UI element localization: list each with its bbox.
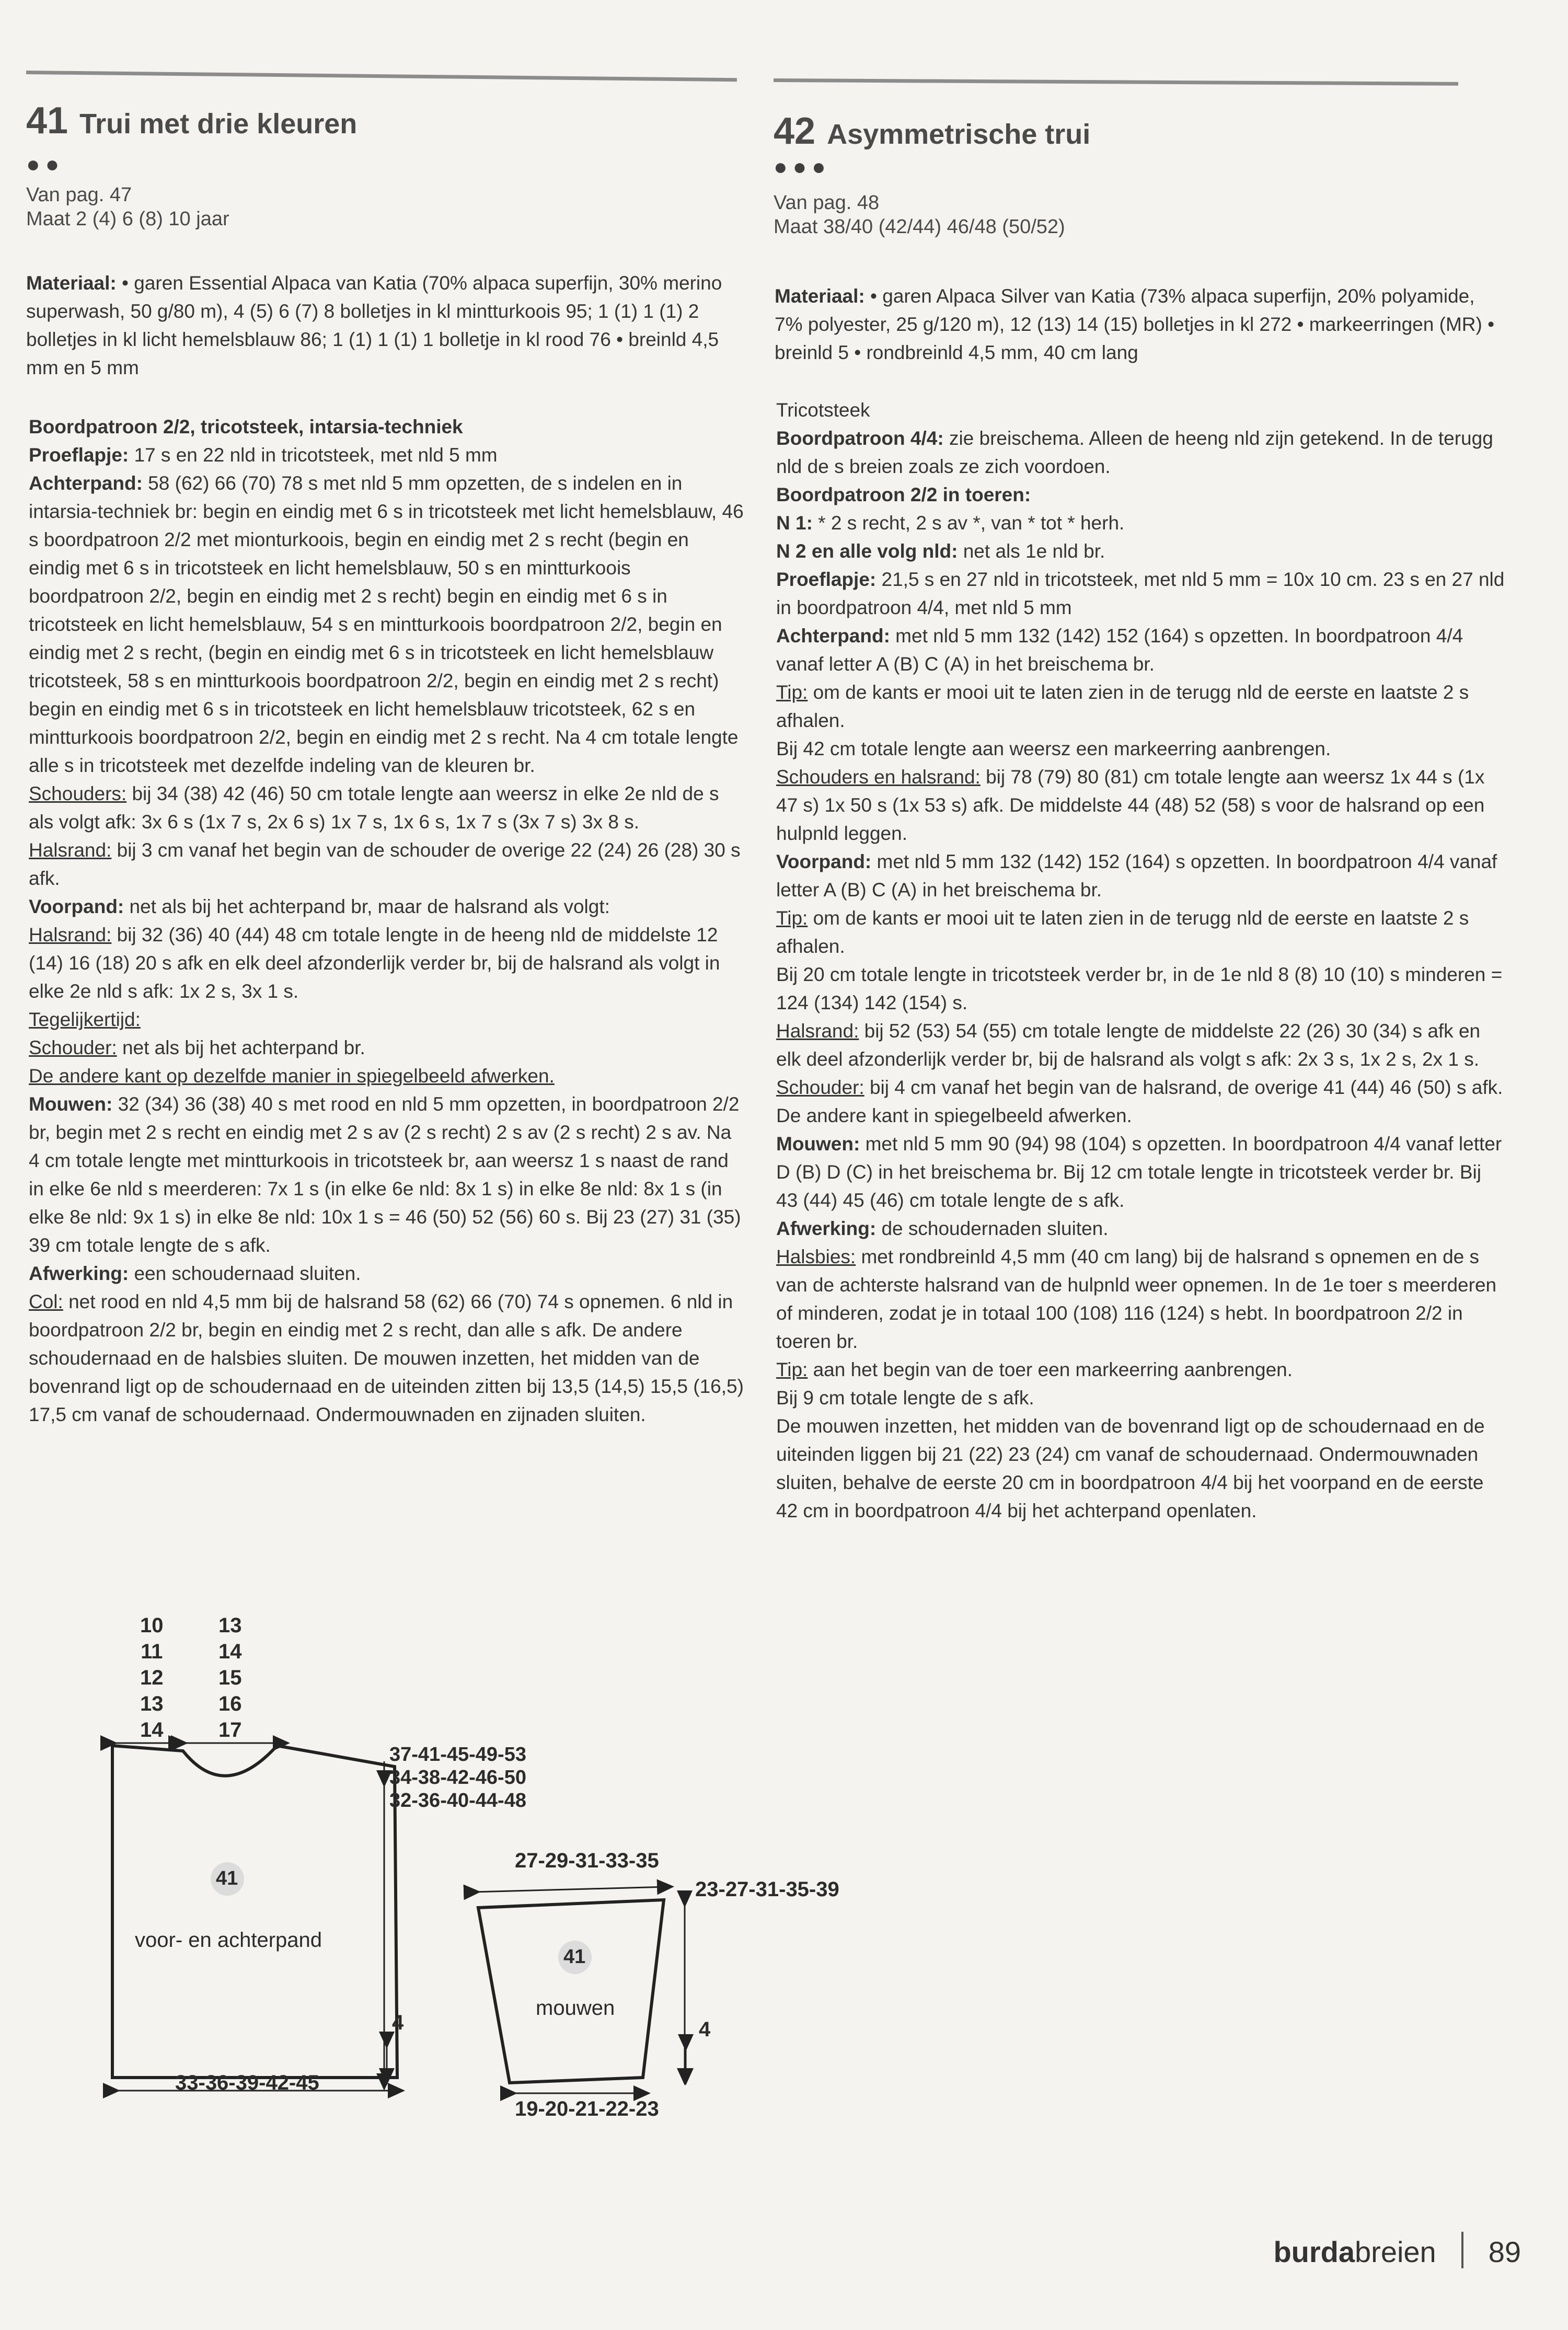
- n2-text: net als 1e nld br.: [958, 540, 1105, 562]
- schouder-label: Schouder:: [776, 1077, 864, 1098]
- achterpand-label: Achterpand:: [29, 472, 143, 494]
- halsbies-text: met rondbreinld 4,5 mm (40 cm lang) bij de halsrand s opnemen en de s van de achterste halsrand van de hulpnld weer opnemen. In de 1e toer s meerderen of minderen, zodat je in totaal 100 (108) 116 (124) s hebt. In boordpatroon 2/2 in toeren br.: [776, 1246, 1497, 1352]
- shoulder-size: 32-36-40-44-48: [389, 1790, 526, 1812]
- mouwen-inzetten: De mouwen inzetten, het midden van de bovenrand ligt op de schoudernaad en de uiteinden liggen bij 21 (22) 23 (24) cm vanaf de schoudernaad. Ondermouwnaden sluiten, behalve de eerste 20 cm in boordpatroon 4/4 bij het voorpand en de eerste 42 cm in boordpatroon 4/4 bij het achterpand openlaten.: [776, 1415, 1485, 1521]
- shoulder-size: 37-41-45-49-53: [389, 1744, 526, 1766]
- markeerring-note: Bij 42 cm totale lengte aan weersz een markeerring aanbrengen.: [776, 738, 1331, 759]
- halsrand-voor-text: bij 32 (36) 40 (44) 48 cm totale lengte in de heeng nld de middelste 12 (14) 16 (18) 20 s afk en elk deel afzonderlijk verder br, bij de halsrand als volgt in elke 2e nld s afk: 1x 2 s, 3x 1 s.: [29, 924, 720, 1002]
- neck-left-size: 10: [140, 1614, 164, 1637]
- material-text: • garen Alpaca Silver van Katia (73% alpaca superfijn, 20% polyamide, 7% polyester, 25 g/120 m), 12 (13) 14 (15) bolletjes in kl 272 • markeerringen (MR) • breinld 5 • rondbreinld 4,5 mm, 40 cm lang: [775, 285, 1495, 363]
- pattern-title: Trui met drie kleuren: [79, 108, 358, 140]
- n1-text: * 2 s recht, 2 s av *, van * tot * herh.: [812, 512, 1125, 534]
- shoulder-sizes: [389, 1743, 526, 1812]
- brand-rest: breien: [1355, 2235, 1436, 2268]
- afkanten-note: Bij 9 cm totale lengte de s afk.: [776, 1387, 1034, 1409]
- afwerking-label: Afwerking:: [776, 1218, 877, 1239]
- tricotsteek: Tricotsteek: [776, 399, 870, 421]
- neck-left-sizes: [140, 1612, 164, 1743]
- pattern-title: Asymmetrische trui: [827, 119, 1091, 150]
- difficulty-dots: ●●●: [774, 154, 831, 180]
- voorpand-text: net als bij het achterpand br, maar de halsrand als volgt:: [124, 896, 610, 917]
- pattern-number: 41: [26, 100, 68, 142]
- instructions-42: [776, 396, 1505, 1525]
- pattern-meta: [774, 191, 1065, 239]
- boord44-text: zie breischema. Alleen de heeng nld zijn getekend. In de terugg nld de s breien zoals ze zich voordoen.: [776, 428, 1493, 477]
- body-width: 33-36-39-42-45: [175, 2071, 319, 2094]
- andere-kant: De andere kant op dezelfde manier in spiegelbeeld afwerken.: [29, 1065, 555, 1087]
- proef-label: Proeflapje:: [29, 444, 129, 466]
- neck-left-size: 13: [140, 1692, 164, 1715]
- page-footer: [1273, 2232, 1521, 2269]
- from-page: Van pag. 47: [26, 184, 132, 206]
- achterpand-text: 58 (62) 66 (70) 78 s met nld 5 mm opzetten, de s indelen en in intarsia-techniek br: begin en eindig met 6 s in tricotsteek met licht hemelsblauw, 46 s boordpatroon 2/2 met mionturkoois, begin en eindig met 2 s recht (begin en eindig met 6 s in tricotsteek en licht hemelsblauw, 50 s en mintturkoois boordpatroon 2/2, begin en eindig met 2 s recht) begin en eindig met 6 s in tricotsteek en licht hemelsblauw, 54 s en mintturkoois boordpatroon 2/2, begin en eindig met 2 s recht, (begin en eindig met 6 s in tricotsteek en licht hemelsblauw tricotsteek, 58 s en mintturkoois boordpatroon 2/2, begin en eindig met 2 s recht) begin en eindig met 6 s in tricotsteek en licht hemelsblauw tricotsteek, 62 s en mintturkoois boordpatroon 2/2, begin en eindig met 2 s recht. Na 4 cm totale lengte alle s in tricotsteek met dezelfde indeling van de kleuren br.: [29, 472, 744, 776]
- mouwen-label: Mouwen:: [29, 1093, 113, 1115]
- tip-text: om de kants er mooi uit te laten zien in de terugg nld de eerste en laatste 2 s afhalen.: [776, 907, 1469, 957]
- afwerking-text: een schoudernaad sluiten.: [129, 1263, 361, 1284]
- afwerking-label: Afwerking:: [29, 1263, 129, 1284]
- sleeve-rib-height: 4: [699, 2018, 711, 2041]
- mouwen-text: 32 (34) 36 (38) 40 s met rood en nld 5 mm opzetten, in boordpatroon 2/2 br, begin met 2 s recht en eindig met 2 s av (2 s recht) 2 s av (2 s recht) 2 s av. Na 4 cm totale lengte met mintturkoois in tricotsteek br, aan weersz 1 s naast de rand in elke 6e nld s meerderen: 7x 1 s (in elke 6e nld: 8x 1 s) in elke 8e nld: 8x 1 s (in elke 8e nld: 9x 1 s) in elke 8e nld: 10x 1 s = 46 (50) 52 (56) 60 s. Bij 23 (27) 31 (35) 39 cm totale lengte de s afk.: [29, 1093, 741, 1256]
- neck-left-size: 11: [141, 1640, 163, 1663]
- tip-text: om de kants er mooi uit te laten zien in de terugg nld de eerste en laatste 2 s afhalen.: [776, 682, 1469, 731]
- page-number: 89: [1488, 2235, 1521, 2268]
- boord44-label: Boordpatroon 4/4:: [776, 428, 944, 449]
- schouders-halsrand-label: Schouders en halsrand:: [776, 766, 981, 788]
- size-range: Maat 38/40 (42/44) 46/48 (50/52): [774, 216, 1065, 238]
- achterpand-text: met nld 5 mm 132 (142) 152 (164) s opzetten. In boordpatroon 4/4 vanaf letter A (B) C (A) in het breischema br.: [776, 625, 1463, 675]
- halsrand-text: bij 52 (53) 54 (55) cm totale lengte de middelste 22 (26) 30 (34) s afk en elk deel afzonderlijk verder br, bij de halsrand als volgt s afk: 2x 3 s, 1x 2 s, 2x 1 s.: [776, 1020, 1481, 1070]
- material-text: • garen Essential Alpaca van Katia (70% alpaca superfijn, 30% merino superwash, 50 g/80 m), 4 (5) 6 (7) 8 bolletjes in kl mintturkoois 95; 1 (1) 1 (1) 2 bolletjes in kl licht hemelsblauw 86; 1 (1) 1 (1) 1 bolletje in kl rood 76 • breinld 4,5 mm en 5 mm: [26, 272, 722, 378]
- neck-left-size: 14: [140, 1718, 164, 1741]
- halsrand-label: Halsrand:: [29, 839, 112, 861]
- neck-right-size: 13: [218, 1614, 242, 1637]
- instructions-41: [29, 413, 745, 1429]
- neck-right-size: 17: [218, 1718, 242, 1741]
- pattern-meta: [26, 183, 229, 231]
- material-label: Materiaal:: [775, 285, 865, 307]
- tip-label: Tip:: [776, 682, 808, 703]
- sleeve-top-width: 27-29-31-33-35: [515, 1849, 659, 1872]
- boord22-heading: Boordpatroon 2/2 in toeren:: [776, 484, 1031, 505]
- neck-right-size: 16: [218, 1692, 242, 1715]
- voorpand-label: Voorpand:: [29, 896, 124, 917]
- n2-label: N 2 en alle volg nld:: [776, 540, 958, 562]
- schouder-text: net als bij het achterpand br.: [117, 1037, 365, 1058]
- tip-label: Tip:: [776, 907, 808, 929]
- tip-text: aan het begin van de toer een markeerring aanbrengen.: [808, 1359, 1293, 1380]
- body-label: voor- en achterpand: [135, 1929, 322, 1952]
- proef-label: Proeflapje:: [776, 569, 877, 590]
- body-piece: [110, 1743, 397, 2091]
- schouders-text: bij 34 (38) 42 (46) 50 cm totale lengte aan weersz in elke 2e nld de s als volgt afk: 3x 6 s (1x 7 s, 2x 6 s) 1x 7 s, 1x 6 s, 1x 7 s (3x 7 s) 3x 8 s.: [29, 783, 719, 833]
- brand-bold: burda: [1273, 2235, 1355, 2268]
- body-rib-height: 4: [392, 2011, 404, 2034]
- size-range: Maat 2 (4) 6 (8) 10 jaar: [26, 208, 229, 230]
- body-number: 41: [216, 1867, 238, 1889]
- neck-right-size: 14: [218, 1640, 242, 1663]
- neck-right-sizes: [218, 1612, 242, 1743]
- top-rule-right: [774, 78, 1458, 86]
- from-page: Van pag. 48: [774, 192, 880, 214]
- tip-label: Tip:: [776, 1359, 808, 1380]
- neck-left-size: 12: [140, 1666, 164, 1689]
- voorpand-label: Voorpand:: [776, 851, 872, 872]
- schouders-halsrand-text: bij 78 (79) 80 (81) cm totale lengte aan weersz 1x 44 s (1x 47 s) 1x 50 s (1x 53 s) afk. De middelste 44 (48) 52 (58) s voor de halsrand op een hulpnld leggen.: [776, 766, 1485, 844]
- mouwen-label: Mouwen:: [776, 1133, 860, 1155]
- tegelijkertijd: Tegelijkertijd:: [29, 1009, 141, 1030]
- proef-text: 17 s en 22 nld in tricotsteek, met nld 5 mm: [129, 444, 498, 466]
- top-rule-left: [26, 71, 737, 82]
- col-text: net rood en nld 4,5 mm bij de halsrand 58 (62) 66 (70) 74 s opnemen. 6 nld in boordpatroon 2/2 br, begin en eindig met 2 s recht, dan alle s afk. De andere schoudernaad en de halsbies sluiten. De mouwen inzetten, het midden van de bovenrand ligt op de schoudernaad en de uiteinden zitten bij 13,5 (14,5) 15,5 (16,5) 17,5 cm vanaf de schoudernaad. Ondermouwnaden en zijnaden sluiten.: [29, 1291, 744, 1425]
- difficulty-dots: ●●: [26, 152, 65, 177]
- technique-heading: Boordpatroon 2/2, tricotsteek, intarsia-techniek: [29, 416, 463, 437]
- materials-block: [26, 269, 747, 382]
- minderen-note: Bij 20 cm totale lengte in tricotsteek verder br, in de 1e nld 8 (8) 10 (10) s minderen = 124 (134) 142 (154) s.: [776, 964, 1503, 1013]
- voorpand-text: met nld 5 mm 132 (142) 152 (164) s opzetten. In boordpatroon 4/4 vanaf letter A (B) C (A) in het breischema br.: [776, 851, 1497, 901]
- sleeve-length: 23-27-31-35-39: [695, 1878, 839, 1901]
- n1-label: N 1:: [776, 512, 813, 534]
- sleeve-piece: [473, 1887, 686, 2093]
- achterpand-label: Achterpand:: [776, 625, 890, 647]
- pattern-42-heading: [774, 110, 1090, 153]
- halsrand-voor-label: Halsrand:: [29, 924, 112, 945]
- col-label: Col:: [29, 1291, 63, 1312]
- material-label: Materiaal:: [26, 272, 117, 294]
- proef-text: 21,5 s en 27 nld in tricotsteek, met nld 5 mm = 10x 10 cm. 23 s en 27 nld in boordpatroon 4/4, met nld 5 mm: [776, 569, 1505, 618]
- pattern-number: 42: [774, 110, 816, 152]
- sleeve-bottom-width: 19-20-21-22-23: [515, 2097, 659, 2120]
- mouwen-text: met nld 5 mm 90 (94) 98 (104) s opzetten. In boordpatroon 4/4 vanaf letter D (B) D (C) in het breischema br. Bij 12 cm totale lengte in tricotsteek verder br. Bij 43 (44) 45 (46) cm totale lengte de s afk.: [776, 1133, 1502, 1211]
- halsrand-label: Halsrand:: [776, 1020, 859, 1042]
- shoulder-size: 34-38-42-46-50: [389, 1767, 526, 1789]
- materials-block: [775, 282, 1506, 367]
- sleeve-label: mouwen: [536, 1997, 615, 2020]
- halsbies-label: Halsbies:: [776, 1246, 856, 1267]
- schouders-label: Schouders:: [29, 783, 127, 804]
- neck-right-size: 15: [218, 1666, 242, 1689]
- halsrand-text: bij 3 cm vanaf het begin van de schouder de overige 22 (24) 26 (28) 30 s afk.: [29, 839, 741, 889]
- pattern-41-heading: [26, 99, 357, 142]
- schouder-label: Schouder:: [29, 1037, 117, 1058]
- sleeve-number: 41: [563, 1946, 586, 1968]
- footer-divider: [1461, 2232, 1463, 2268]
- afwerking-text: de schoudernaden sluiten.: [876, 1218, 1109, 1239]
- schouder-text: bij 4 cm vanaf het begin van de halsrand, de overige 41 (44) 46 (50) s afk. De andere kant in spiegelbeeld afwerken.: [776, 1077, 1503, 1126]
